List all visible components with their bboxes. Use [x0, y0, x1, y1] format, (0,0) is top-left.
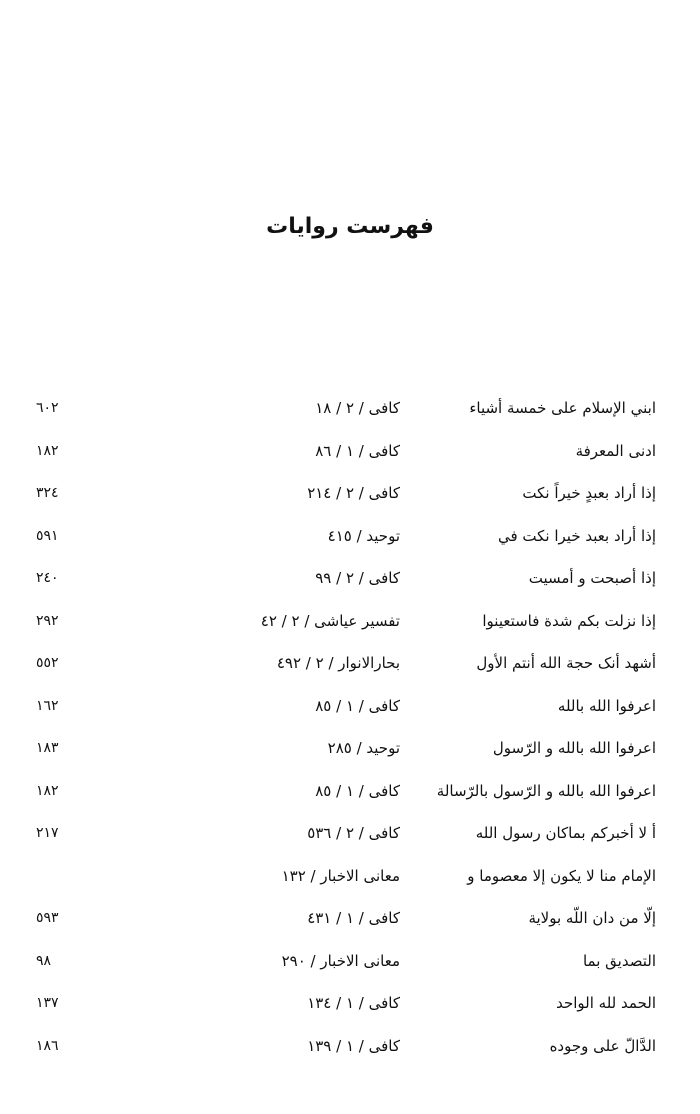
hadith-index-list: [0, 388, 700, 1068]
hadith-text: إذا أراد بعبد خيرا نكت في: [497, 526, 656, 545]
page-number: ١٨٢: [36, 782, 59, 799]
index-row: [0, 643, 700, 686]
page-number: ١٨٢: [36, 442, 59, 459]
hadith-text: التصديق بما: [582, 951, 656, 970]
hadith-text: إذا أراد بعبدٍ خيراً نكت: [522, 484, 656, 502]
source-reference: توحيد / ٢٨٥: [327, 739, 400, 757]
hadith-text: ابني الإسلام على خمسة أشياء: [469, 399, 656, 417]
page-number: ١٨٦: [36, 1037, 59, 1054]
source-reference: معانى الاخبار / ١٣٢: [281, 866, 400, 885]
index-row: [0, 473, 700, 516]
index-row: [0, 686, 700, 729]
index-row: [0, 558, 700, 601]
index-row: [0, 983, 700, 1026]
index-row: [0, 941, 700, 984]
index-row: [0, 516, 700, 559]
source-reference: كافى / ٢ / ٢١٤: [307, 484, 400, 502]
source-reference: كافى / ٢ / ١٨: [315, 399, 400, 417]
source-reference: كافى / ١ / ٨٦: [315, 441, 400, 460]
source-reference: معانى الاخبار / ٢٩٠: [281, 951, 400, 970]
page-number: ٢١٧: [36, 825, 59, 841]
source-reference: كافى / ١ / ٨٥: [315, 696, 400, 715]
page-number: ٥٥٢: [36, 655, 59, 671]
index-row: [0, 898, 700, 941]
page-number: ٢٤٠: [36, 570, 59, 586]
hadith-text: الدَّالّ على وجوده: [549, 1036, 656, 1055]
page-number: ٣٢٤: [36, 485, 59, 501]
source-reference: كافى / ٢ / ٩٩: [315, 569, 400, 587]
page-title: فهرست روايات: [266, 214, 434, 239]
source-reference: كافى / ١ / ٨٥: [315, 781, 400, 800]
hadith-text: إذا نزلت بكم شدة فاستعينوا: [482, 611, 656, 630]
hadith-text: أشهد أنک حجة الله أنتم الأول: [476, 654, 656, 672]
index-row: [0, 813, 700, 856]
source-reference: تفسير عياشى / ٢ / ٤٢: [260, 611, 400, 630]
hadith-text: اعرفوا الله بالله و الرّسول بالرّسالة: [436, 781, 656, 800]
hadith-text: الحمد لله الواحد: [556, 994, 656, 1012]
index-row: [0, 771, 700, 814]
hadith-text: أ لا أخبركم بماكان رسول الله: [475, 824, 656, 842]
page-number: ٥٩١: [36, 527, 59, 544]
source-reference: كافى / ٢ / ٥٣٦: [307, 824, 400, 842]
source-reference: كافى / ١ / ٤٣١: [307, 909, 400, 927]
hadith-text: اعرفوا الله بالله: [557, 696, 656, 715]
index-row: [0, 856, 700, 899]
hadith-text: اعرفوا الله بالله و الرّسول: [492, 739, 656, 757]
source-reference: توحيد / ٤١٥: [327, 526, 400, 545]
source-reference: بحارالانوار / ٢ / ٤٩٢: [276, 654, 400, 672]
source-reference: كافى / ١ / ١٣٤: [307, 994, 400, 1012]
hadith-text: إلّا من دان اللّه بولاية: [528, 909, 656, 927]
index-row: [0, 388, 700, 431]
page-number: ٥٩٣: [36, 910, 59, 926]
index-row: [0, 728, 700, 771]
page-number: ١٦٢: [36, 697, 59, 714]
hadith-text: ادنى المعرفة: [575, 441, 656, 460]
page-number: ٩٨: [36, 952, 52, 969]
index-row: [0, 601, 700, 644]
page-number: ٦٠٢: [36, 400, 59, 416]
hadith-text: الإمام منا لا يكون إلا معصوما و: [467, 866, 656, 885]
index-row: [0, 431, 700, 474]
page-number: ١٨٣: [36, 740, 59, 756]
source-reference: كافى / ١ / ١٣٩: [307, 1036, 400, 1055]
page-number: ١٣٧: [36, 995, 59, 1011]
hadith-text: إذا أصبحت و أمسيت: [528, 569, 656, 587]
index-row: [0, 1026, 700, 1069]
page-number: ٢٩٢: [36, 612, 59, 629]
